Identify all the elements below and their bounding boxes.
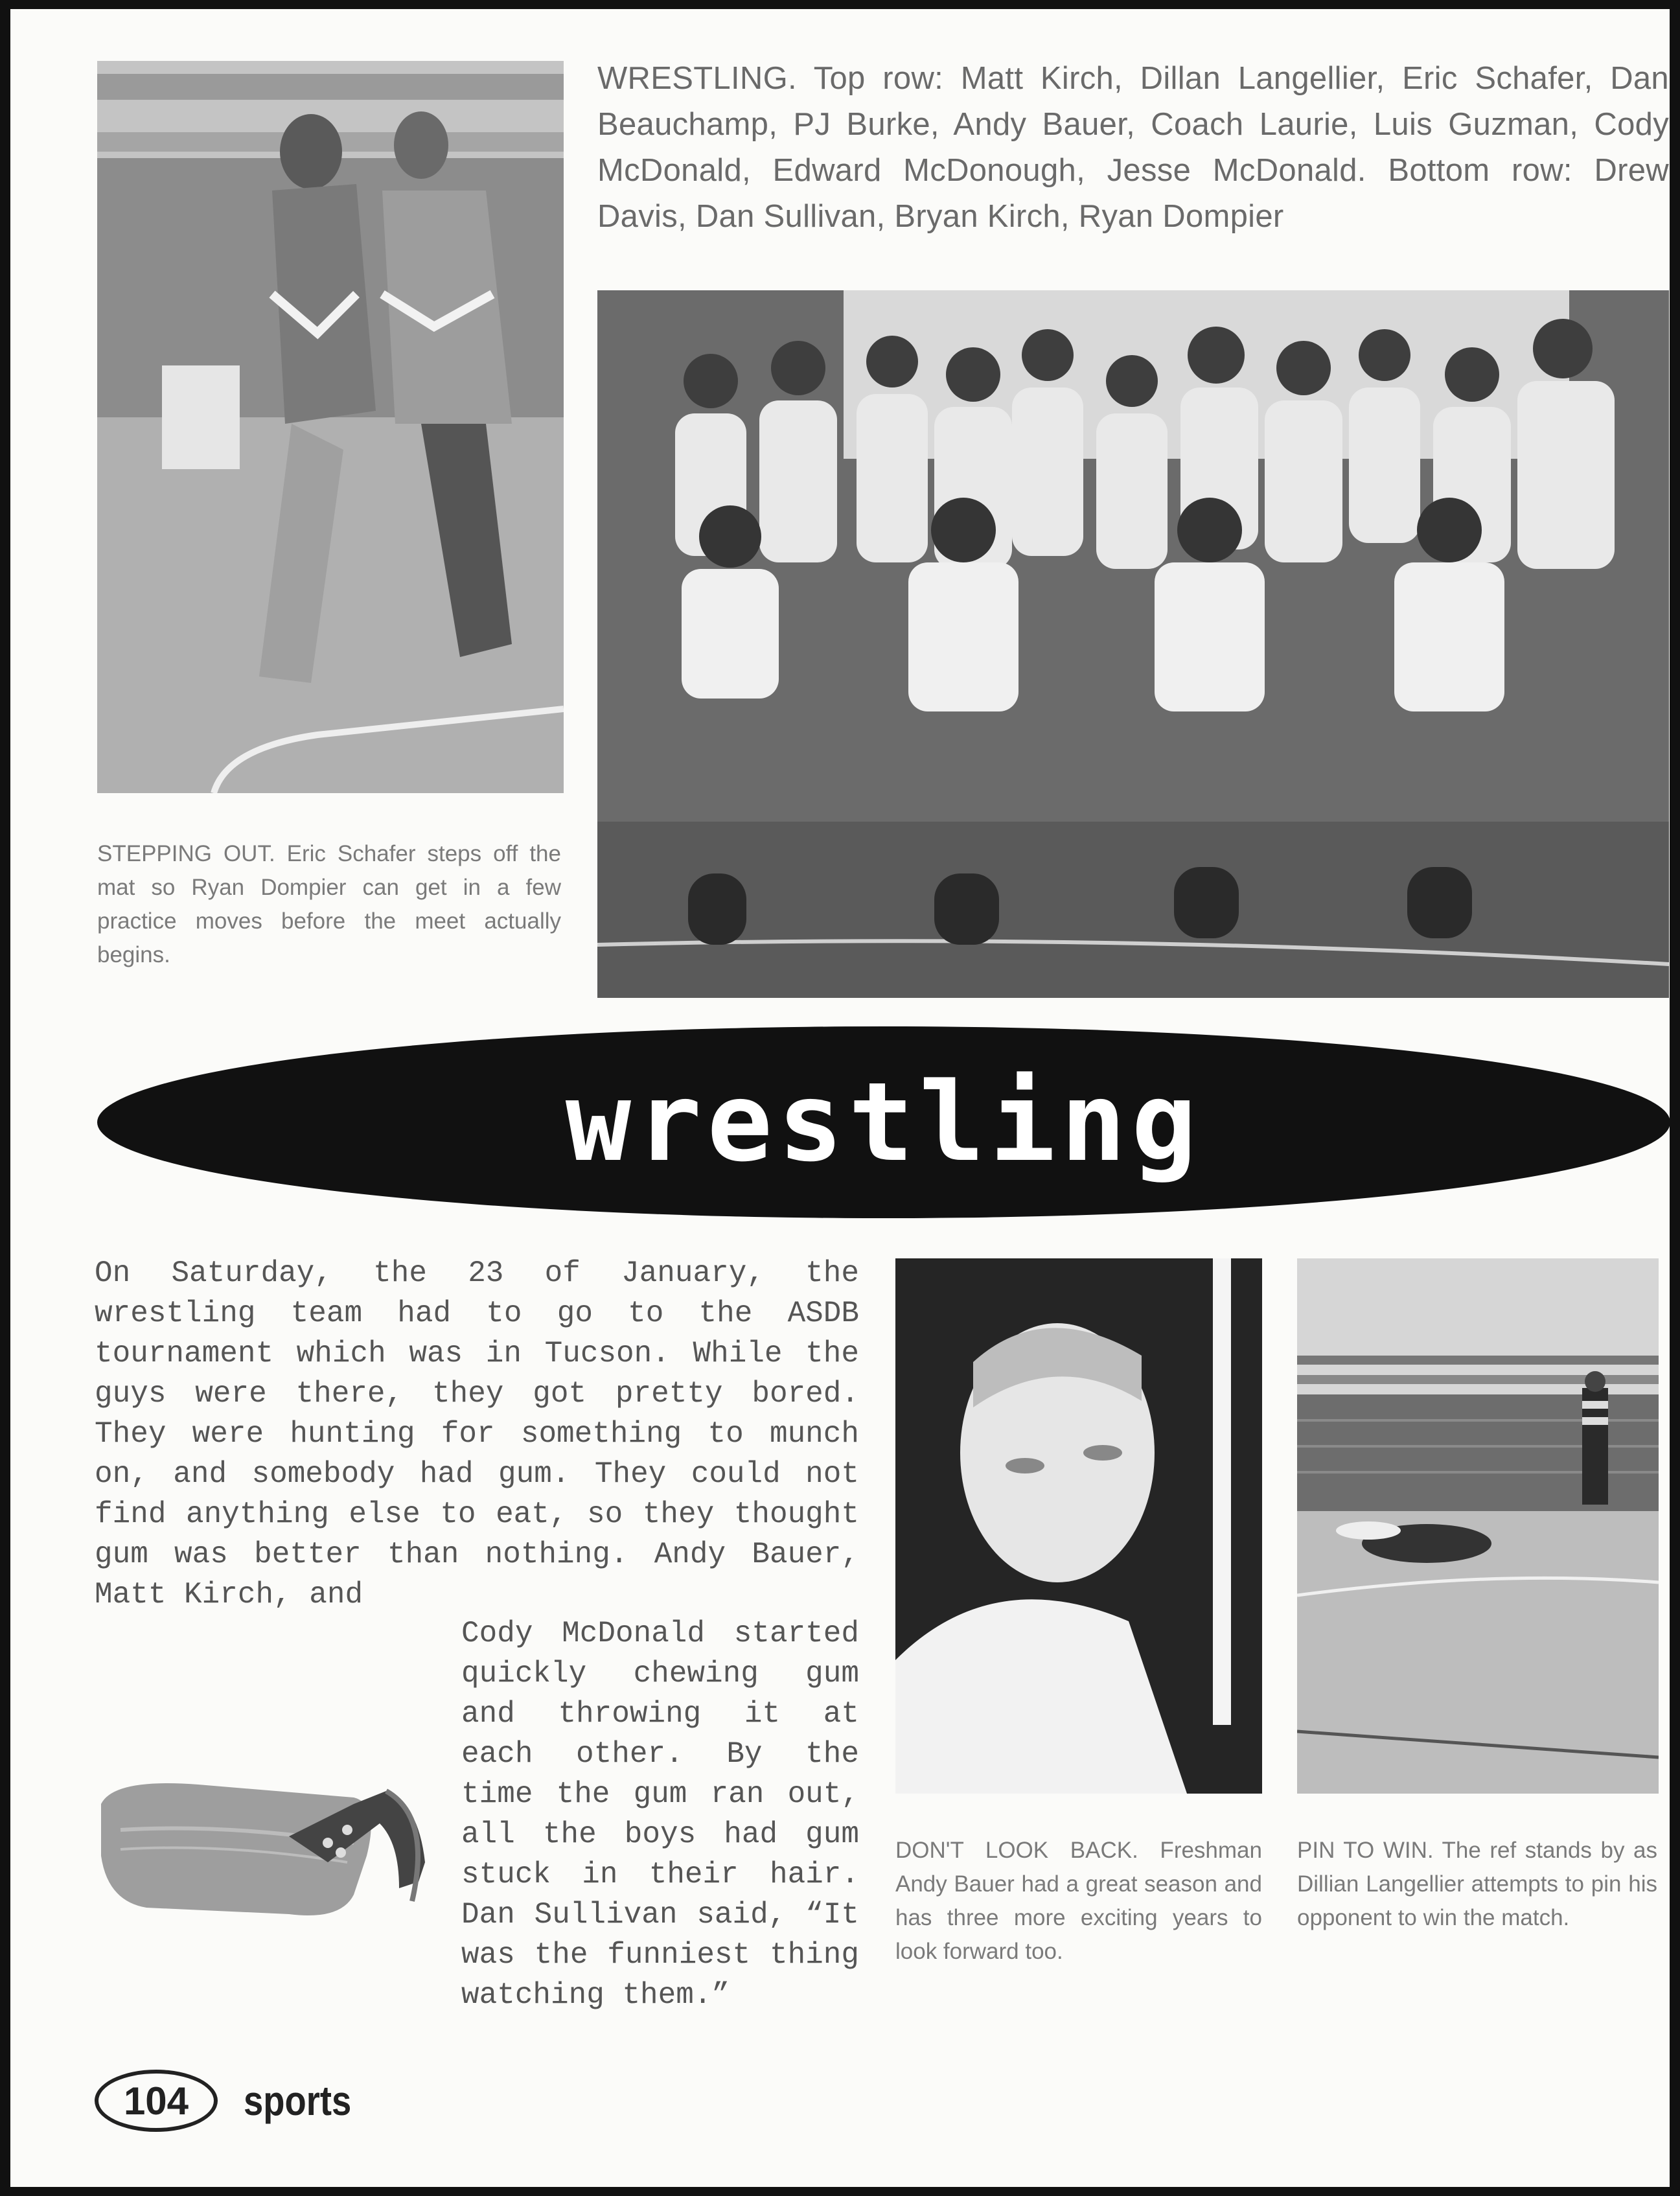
towel-headgear-photo xyxy=(95,1752,432,1927)
page-number: 104 xyxy=(95,2070,218,2132)
story-text-part1 xyxy=(95,1253,859,1615)
banner-title: wrestling xyxy=(565,1059,1202,1186)
pin-to-win-caption: PIN TO WIN. The ref stands by as Dillian Langellier attempts to pin his opponent to win the match. xyxy=(1297,1838,1657,1930)
story-paragraph: On Saturday, the 23 of January, the wrestling team had to go to the ASDB tournament which was in Tucson. While the guys were there, they got pretty bored. They were hunting for something to munch on, and somebody had gum. They could not find anything else to eat, so they thought gum was better than nothing. Andy Bauer, Matt Kirch, and xyxy=(95,1256,859,1612)
dont-look-back-caption: DON'T LOOK BACK. Freshman Andy Bauer had a great season and has three more exciting years to look forward too. xyxy=(895,1838,1262,1964)
page-footer xyxy=(95,2062,371,2140)
section-label: sports xyxy=(244,2077,352,2124)
yearbook-page xyxy=(10,9,1670,2187)
section-banner xyxy=(95,1025,1673,1219)
pin-to-win-photo xyxy=(1297,1258,1659,1794)
team-photo-caption: WRESTLING. Top row: Matt Kirch, Dillan Langellier, Eric Schafer, Dan Beauchamp, PJ Burke, Andy Bauer, Coach Laurie, Luis Guzman, Cody McDonald, Edward McDonough, Jesse McDonald. Bottom row: Drew Davis, Dan Sullivan, Bryan Kirch, Ryan Dompier xyxy=(597,61,1669,234)
story-paragraph-continued: Cody McDonald started quickly chewing gum and throwing it at each other. By the time the gum ran out, all the boys had gum stuck in their hair. Dan Sullivan said, “It was the funniest thing watching them.” xyxy=(461,1617,859,2012)
team-photo xyxy=(597,290,1669,998)
stepping-out-caption: STEPPING OUT. Eric Schafer steps off the mat so Ryan Dompier can get in a few practice moves before the meet actually begins. xyxy=(97,841,561,967)
stepping-out-photo xyxy=(97,61,564,793)
dont-look-back-photo xyxy=(895,1258,1262,1794)
story-text-part2 xyxy=(461,1613,859,2015)
